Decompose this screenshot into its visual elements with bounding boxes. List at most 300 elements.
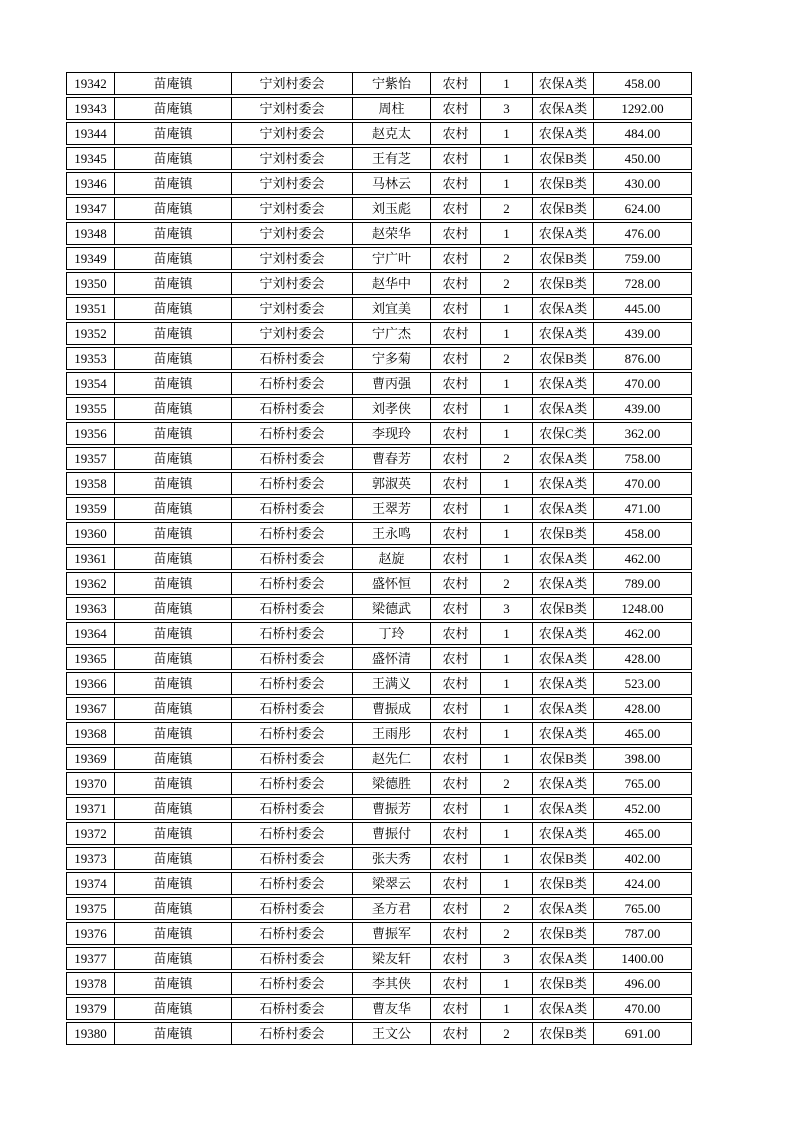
- cell-amount: 462.00: [624, 626, 661, 641]
- cell-person-count: 1: [481, 73, 533, 94]
- cell-town: 苗庵镇: [115, 173, 232, 194]
- table-row: [66, 922, 692, 945]
- cell-town: 苗庵镇: [115, 548, 232, 569]
- cell-amount: 624.00: [624, 201, 661, 216]
- cell-village-committee: 石桥村委会: [232, 573, 353, 594]
- cell-person-name: 赵克太: [353, 123, 431, 144]
- table-row: [66, 597, 692, 620]
- cell-person-count: 2: [481, 198, 533, 219]
- table-row: [66, 297, 692, 320]
- cell-town: 苗庵镇: [115, 923, 232, 944]
- table-row: [66, 347, 692, 370]
- cell-village-committee: 石桥村委会: [232, 623, 353, 644]
- cell-insurance-category: 农保A类: [533, 73, 594, 94]
- cell-village-committee: 宁刘村委会: [232, 323, 353, 344]
- cell-village-committee: 石桥村委会: [232, 673, 353, 694]
- table-row: [66, 497, 692, 520]
- cell-residence-type: 农村: [431, 223, 481, 244]
- cell-village-committee: 宁刘村委会: [232, 73, 353, 94]
- cell-town: 苗庵镇: [115, 698, 232, 719]
- cell-insurance-category: 农保A类: [533, 548, 594, 569]
- cell-person-count: 1: [481, 823, 533, 844]
- cell-residence-type: 农村: [431, 948, 481, 969]
- cell-village-committee: 石桥村委会: [232, 548, 353, 569]
- cell-residence-type: 农村: [431, 98, 481, 119]
- cell-person-name: 圣方君: [353, 898, 431, 919]
- cell-person-count: 1: [481, 798, 533, 819]
- table-row: [66, 472, 692, 495]
- cell-serial-number: 19349: [67, 248, 115, 269]
- cell-town: 苗庵镇: [115, 323, 232, 344]
- cell-residence-type: 农村: [431, 873, 481, 894]
- cell-town: 苗庵镇: [115, 98, 232, 119]
- cell-serial-number: 19372: [67, 823, 115, 844]
- cell-person-name: 李其侠: [353, 973, 431, 994]
- cell-residence-type: 农村: [431, 798, 481, 819]
- cell-insurance-category: 农保A类: [533, 298, 594, 319]
- cell-amount: 430.00: [624, 176, 661, 191]
- cell-town: 苗庵镇: [115, 1023, 232, 1044]
- cell-amount: 462.00: [624, 551, 661, 566]
- cell-town: 苗庵镇: [115, 198, 232, 219]
- cell-person-count: 1: [481, 473, 533, 494]
- cell-residence-type: 农村: [431, 1023, 481, 1044]
- cell-person-name: 张夫秀: [353, 848, 431, 869]
- cell-amount: 789.00: [624, 576, 661, 591]
- cell-serial-number: 19364: [67, 623, 115, 644]
- cell-village-committee: 宁刘村委会: [232, 298, 353, 319]
- cell-person-name: 赵旋: [353, 548, 431, 569]
- cell-person-name: 曹振军: [353, 923, 431, 944]
- cell-village-committee: 宁刘村委会: [232, 148, 353, 169]
- table-row: [66, 222, 692, 245]
- cell-town: 苗庵镇: [115, 573, 232, 594]
- cell-person-name: 曹振付: [353, 823, 431, 844]
- cell-serial-number: 19368: [67, 723, 115, 744]
- cell-insurance-category: 农保B类: [533, 198, 594, 219]
- cell-serial-number: 19370: [67, 773, 115, 794]
- cell-village-committee: 石桥村委会: [232, 823, 353, 844]
- cell-person-name: 马林云: [353, 173, 431, 194]
- table-row: [66, 397, 692, 420]
- cell-insurance-category: 农保B类: [533, 173, 594, 194]
- cell-insurance-category: 农保B类: [533, 598, 594, 619]
- cell-residence-type: 农村: [431, 898, 481, 919]
- table-row: [66, 197, 692, 220]
- cell-person-name: 赵荣华: [353, 223, 431, 244]
- cell-village-committee: 石桥村委会: [232, 998, 353, 1019]
- cell-village-committee: 石桥村委会: [232, 498, 353, 519]
- cell-residence-type: 农村: [431, 573, 481, 594]
- cell-person-name: 王永鸣: [353, 523, 431, 544]
- cell-insurance-category: 农保A类: [533, 798, 594, 819]
- cell-village-committee: 宁刘村委会: [232, 98, 353, 119]
- cell-town: 苗庵镇: [115, 448, 232, 469]
- table-row: [66, 172, 692, 195]
- cell-village-committee: 石桥村委会: [232, 873, 353, 894]
- cell-person-count: 3: [481, 948, 533, 969]
- cell-person-name: 宁广叶: [353, 248, 431, 269]
- cell-village-committee: 石桥村委会: [232, 973, 353, 994]
- cell-person-count: 1: [481, 673, 533, 694]
- cell-insurance-category: 农保A类: [533, 898, 594, 919]
- cell-residence-type: 农村: [431, 548, 481, 569]
- cell-village-committee: 石桥村委会: [232, 598, 353, 619]
- cell-insurance-category: 农保B类: [533, 748, 594, 769]
- cell-person-name: 丁玲: [353, 623, 431, 644]
- cell-person-name: 李现玲: [353, 423, 431, 444]
- table-row: [66, 947, 692, 970]
- cell-person-count: 2: [481, 273, 533, 294]
- cell-person-name: 宁多菊: [353, 348, 431, 369]
- table-row: [66, 822, 692, 845]
- cell-town: 苗庵镇: [115, 623, 232, 644]
- cell-residence-type: 农村: [431, 398, 481, 419]
- cell-serial-number: 19365: [67, 648, 115, 669]
- cell-residence-type: 农村: [431, 673, 481, 694]
- cell-serial-number: 19345: [67, 148, 115, 169]
- cell-person-name: 王文公: [353, 1023, 431, 1044]
- cell-residence-type: 农村: [431, 848, 481, 869]
- cell-town: 苗庵镇: [115, 148, 232, 169]
- cell-insurance-category: 农保B类: [533, 148, 594, 169]
- cell-residence-type: 农村: [431, 123, 481, 144]
- cell-person-name: 曹春芳: [353, 448, 431, 469]
- cell-amount: 402.00: [624, 851, 661, 866]
- cell-serial-number: 19343: [67, 98, 115, 119]
- cell-serial-number: 19356: [67, 423, 115, 444]
- table-row: [66, 972, 692, 995]
- table-row: [66, 622, 692, 645]
- cell-town: 苗庵镇: [115, 248, 232, 269]
- cell-person-count: 1: [481, 123, 533, 144]
- cell-serial-number: 19377: [67, 948, 115, 969]
- cell-person-name: 曹友华: [353, 998, 431, 1019]
- cell-amount: 787.00: [624, 926, 661, 941]
- cell-town: 苗庵镇: [115, 398, 232, 419]
- cell-village-committee: 石桥村委会: [232, 523, 353, 544]
- cell-amount: 758.00: [624, 451, 661, 466]
- table-row: [66, 522, 692, 545]
- cell-residence-type: 农村: [431, 498, 481, 519]
- cell-person-count: 1: [481, 423, 533, 444]
- cell-insurance-category: 农保A类: [533, 623, 594, 644]
- cell-amount: 458.00: [624, 76, 661, 91]
- table-row: [66, 247, 692, 270]
- cell-person-name: 王雨彤: [353, 723, 431, 744]
- cell-amount: 1292.00: [621, 101, 664, 116]
- cell-town: 苗庵镇: [115, 723, 232, 744]
- cell-serial-number: 19373: [67, 848, 115, 869]
- cell-town: 苗庵镇: [115, 273, 232, 294]
- cell-town: 苗庵镇: [115, 648, 232, 669]
- cell-residence-type: 农村: [431, 623, 481, 644]
- cell-village-committee: 宁刘村委会: [232, 273, 353, 294]
- cell-person-name: 盛怀清: [353, 648, 431, 669]
- cell-person-count: 1: [481, 998, 533, 1019]
- cell-serial-number: 19362: [67, 573, 115, 594]
- cell-village-committee: 石桥村委会: [232, 748, 353, 769]
- cell-person-name: 曹振芳: [353, 798, 431, 819]
- cell-village-committee: 石桥村委会: [232, 948, 353, 969]
- cell-serial-number: 19348: [67, 223, 115, 244]
- cell-residence-type: 农村: [431, 248, 481, 269]
- table-row: [66, 672, 692, 695]
- cell-amount: 428.00: [624, 701, 661, 716]
- cell-residence-type: 农村: [431, 173, 481, 194]
- cell-village-committee: 石桥村委会: [232, 348, 353, 369]
- cell-amount: 470.00: [624, 1001, 661, 1016]
- cell-person-count: 1: [481, 148, 533, 169]
- cell-person-name: 周柱: [353, 98, 431, 119]
- cell-insurance-category: 农保A类: [533, 648, 594, 669]
- cell-amount: 398.00: [624, 751, 661, 766]
- cell-amount: 691.00: [624, 1026, 661, 1041]
- cell-amount: 428.00: [624, 651, 661, 666]
- cell-person-count: 1: [481, 398, 533, 419]
- cell-town: 苗庵镇: [115, 223, 232, 244]
- cell-town: 苗庵镇: [115, 748, 232, 769]
- cell-residence-type: 农村: [431, 298, 481, 319]
- cell-serial-number: 19358: [67, 473, 115, 494]
- cell-person-count: 2: [481, 448, 533, 469]
- cell-person-count: 3: [481, 598, 533, 619]
- table-row: [66, 847, 692, 870]
- cell-person-name: 刘宜美: [353, 298, 431, 319]
- cell-residence-type: 农村: [431, 73, 481, 94]
- cell-residence-type: 农村: [431, 973, 481, 994]
- table-row: [66, 772, 692, 795]
- cell-town: 苗庵镇: [115, 898, 232, 919]
- cell-town: 苗庵镇: [115, 123, 232, 144]
- table-row: [66, 647, 692, 670]
- cell-person-name: 王有芝: [353, 148, 431, 169]
- cell-serial-number: 19374: [67, 873, 115, 894]
- cell-town: 苗庵镇: [115, 348, 232, 369]
- cell-serial-number: 19369: [67, 748, 115, 769]
- cell-insurance-category: 农保A类: [533, 473, 594, 494]
- cell-insurance-category: 农保A类: [533, 123, 594, 144]
- table-row: [66, 722, 692, 745]
- cell-town: 苗庵镇: [115, 848, 232, 869]
- cell-village-committee: 宁刘村委会: [232, 173, 353, 194]
- cell-residence-type: 农村: [431, 373, 481, 394]
- cell-town: 苗庵镇: [115, 973, 232, 994]
- cell-village-committee: 石桥村委会: [232, 798, 353, 819]
- cell-person-count: 1: [481, 973, 533, 994]
- cell-person-count: 1: [481, 173, 533, 194]
- cell-person-name: 曹丙强: [353, 373, 431, 394]
- cell-person-count: 2: [481, 923, 533, 944]
- cell-amount: 445.00: [624, 301, 661, 316]
- cell-person-name: 宁紫怡: [353, 73, 431, 94]
- cell-person-count: 1: [481, 698, 533, 719]
- cell-town: 苗庵镇: [115, 523, 232, 544]
- cell-town: 苗庵镇: [115, 473, 232, 494]
- cell-town: 苗庵镇: [115, 798, 232, 819]
- cell-residence-type: 农村: [431, 148, 481, 169]
- cell-insurance-category: 农保A类: [533, 723, 594, 744]
- cell-serial-number: 19371: [67, 798, 115, 819]
- cell-residence-type: 农村: [431, 448, 481, 469]
- cell-person-count: 2: [481, 773, 533, 794]
- cell-village-committee: 石桥村委会: [232, 898, 353, 919]
- cell-insurance-category: 农保B类: [533, 523, 594, 544]
- cell-village-committee: 石桥村委会: [232, 373, 353, 394]
- cell-village-committee: 宁刘村委会: [232, 223, 353, 244]
- cell-village-committee: 石桥村委会: [232, 1023, 353, 1044]
- cell-insurance-category: 农保A类: [533, 823, 594, 844]
- cell-amount: 470.00: [624, 376, 661, 391]
- cell-town: 苗庵镇: [115, 948, 232, 969]
- cell-amount: 465.00: [624, 726, 661, 741]
- cell-amount: 523.00: [624, 676, 661, 691]
- cell-person-name: 王翠芳: [353, 498, 431, 519]
- cell-amount: 362.00: [624, 426, 661, 441]
- cell-amount: 450.00: [624, 151, 661, 166]
- cell-town: 苗庵镇: [115, 823, 232, 844]
- cell-town: 苗庵镇: [115, 598, 232, 619]
- cell-insurance-category: 农保B类: [533, 348, 594, 369]
- cell-amount: 765.00: [624, 901, 661, 916]
- cell-amount: 1400.00: [621, 951, 664, 966]
- cell-person-name: 曹振成: [353, 698, 431, 719]
- cell-insurance-category: 农保A类: [533, 448, 594, 469]
- cell-town: 苗庵镇: [115, 423, 232, 444]
- cell-serial-number: 19361: [67, 548, 115, 569]
- cell-serial-number: 19355: [67, 398, 115, 419]
- cell-insurance-category: 农保B类: [533, 923, 594, 944]
- cell-town: 苗庵镇: [115, 998, 232, 1019]
- cell-insurance-category: 农保A类: [533, 573, 594, 594]
- cell-amount: 484.00: [624, 126, 661, 141]
- cell-village-committee: 石桥村委会: [232, 423, 353, 444]
- cell-insurance-category: 农保A类: [533, 498, 594, 519]
- table-row: [66, 72, 692, 95]
- cell-insurance-category: 农保A类: [533, 223, 594, 244]
- cell-serial-number: 19379: [67, 998, 115, 1019]
- cell-town: 苗庵镇: [115, 373, 232, 394]
- cell-village-committee: 宁刘村委会: [232, 248, 353, 269]
- cell-serial-number: 19351: [67, 298, 115, 319]
- cell-person-count: 3: [481, 98, 533, 119]
- cell-person-name: 梁友轩: [353, 948, 431, 969]
- cell-serial-number: 19375: [67, 898, 115, 919]
- cell-serial-number: 19342: [67, 73, 115, 94]
- cell-person-count: 1: [481, 373, 533, 394]
- cell-person-count: 1: [481, 523, 533, 544]
- cell-residence-type: 农村: [431, 823, 481, 844]
- cell-residence-type: 农村: [431, 723, 481, 744]
- cell-person-count: 2: [481, 348, 533, 369]
- cell-amount: 1248.00: [621, 601, 664, 616]
- cell-village-committee: 石桥村委会: [232, 773, 353, 794]
- cell-residence-type: 农村: [431, 648, 481, 669]
- cell-insurance-category: 农保C类: [533, 423, 594, 444]
- table-row: [66, 422, 692, 445]
- cell-person-count: 1: [481, 498, 533, 519]
- cell-person-count: 2: [481, 1023, 533, 1044]
- cell-person-count: 1: [481, 298, 533, 319]
- cell-village-committee: 石桥村委会: [232, 448, 353, 469]
- table-row: [66, 97, 692, 120]
- cell-village-committee: 石桥村委会: [232, 698, 353, 719]
- cell-village-committee: 石桥村委会: [232, 723, 353, 744]
- cell-residence-type: 农村: [431, 323, 481, 344]
- cell-residence-type: 农村: [431, 773, 481, 794]
- table-row: [66, 572, 692, 595]
- table-row: [66, 747, 692, 770]
- cell-insurance-category: 农保B类: [533, 973, 594, 994]
- cell-residence-type: 农村: [431, 473, 481, 494]
- cell-serial-number: 19347: [67, 198, 115, 219]
- cell-residence-type: 农村: [431, 198, 481, 219]
- cell-residence-type: 农村: [431, 598, 481, 619]
- table-row: [66, 697, 692, 720]
- cell-serial-number: 19357: [67, 448, 115, 469]
- table-row: [66, 872, 692, 895]
- cell-town: 苗庵镇: [115, 773, 232, 794]
- cell-person-name: 赵华中: [353, 273, 431, 294]
- cell-serial-number: 19353: [67, 348, 115, 369]
- cell-serial-number: 19359: [67, 498, 115, 519]
- cell-insurance-category: 农保B类: [533, 1023, 594, 1044]
- cell-serial-number: 19354: [67, 373, 115, 394]
- cell-amount: 759.00: [624, 251, 661, 266]
- table-row: [66, 547, 692, 570]
- cell-amount: 465.00: [624, 826, 661, 841]
- table-row: [66, 997, 692, 1020]
- cell-person-name: 郭淑英: [353, 473, 431, 494]
- cell-amount: 452.00: [624, 801, 661, 816]
- cell-amount: 439.00: [624, 401, 661, 416]
- cell-serial-number: 19346: [67, 173, 115, 194]
- cell-person-name: 刘孝侠: [353, 398, 431, 419]
- table-row: [66, 372, 692, 395]
- cell-serial-number: 19352: [67, 323, 115, 344]
- table-row: [66, 897, 692, 920]
- cell-insurance-category: 农保A类: [533, 673, 594, 694]
- cell-village-committee: 石桥村委会: [232, 648, 353, 669]
- cell-person-name: 刘玉彪: [353, 198, 431, 219]
- cell-village-committee: 宁刘村委会: [232, 123, 353, 144]
- cell-amount: 476.00: [624, 226, 661, 241]
- cell-person-count: 1: [481, 623, 533, 644]
- cell-person-name: 宁广杰: [353, 323, 431, 344]
- cell-insurance-category: 农保A类: [533, 998, 594, 1019]
- cell-town: 苗庵镇: [115, 873, 232, 894]
- cell-insurance-category: 农保A类: [533, 948, 594, 969]
- cell-serial-number: 19376: [67, 923, 115, 944]
- cell-serial-number: 19363: [67, 598, 115, 619]
- cell-insurance-category: 农保A类: [533, 698, 594, 719]
- table-row: [66, 797, 692, 820]
- cell-amount: 470.00: [624, 476, 661, 491]
- cell-residence-type: 农村: [431, 423, 481, 444]
- cell-person-count: 2: [481, 573, 533, 594]
- cell-town: 苗庵镇: [115, 73, 232, 94]
- records-table: [66, 72, 692, 1045]
- cell-person-count: 2: [481, 248, 533, 269]
- cell-person-count: 2: [481, 898, 533, 919]
- cell-village-committee: 石桥村委会: [232, 473, 353, 494]
- cell-person-count: 1: [481, 548, 533, 569]
- cell-serial-number: 19344: [67, 123, 115, 144]
- table-row: [66, 1022, 692, 1045]
- table-row: [66, 447, 692, 470]
- cell-person-count: 1: [481, 223, 533, 244]
- cell-person-count: 1: [481, 748, 533, 769]
